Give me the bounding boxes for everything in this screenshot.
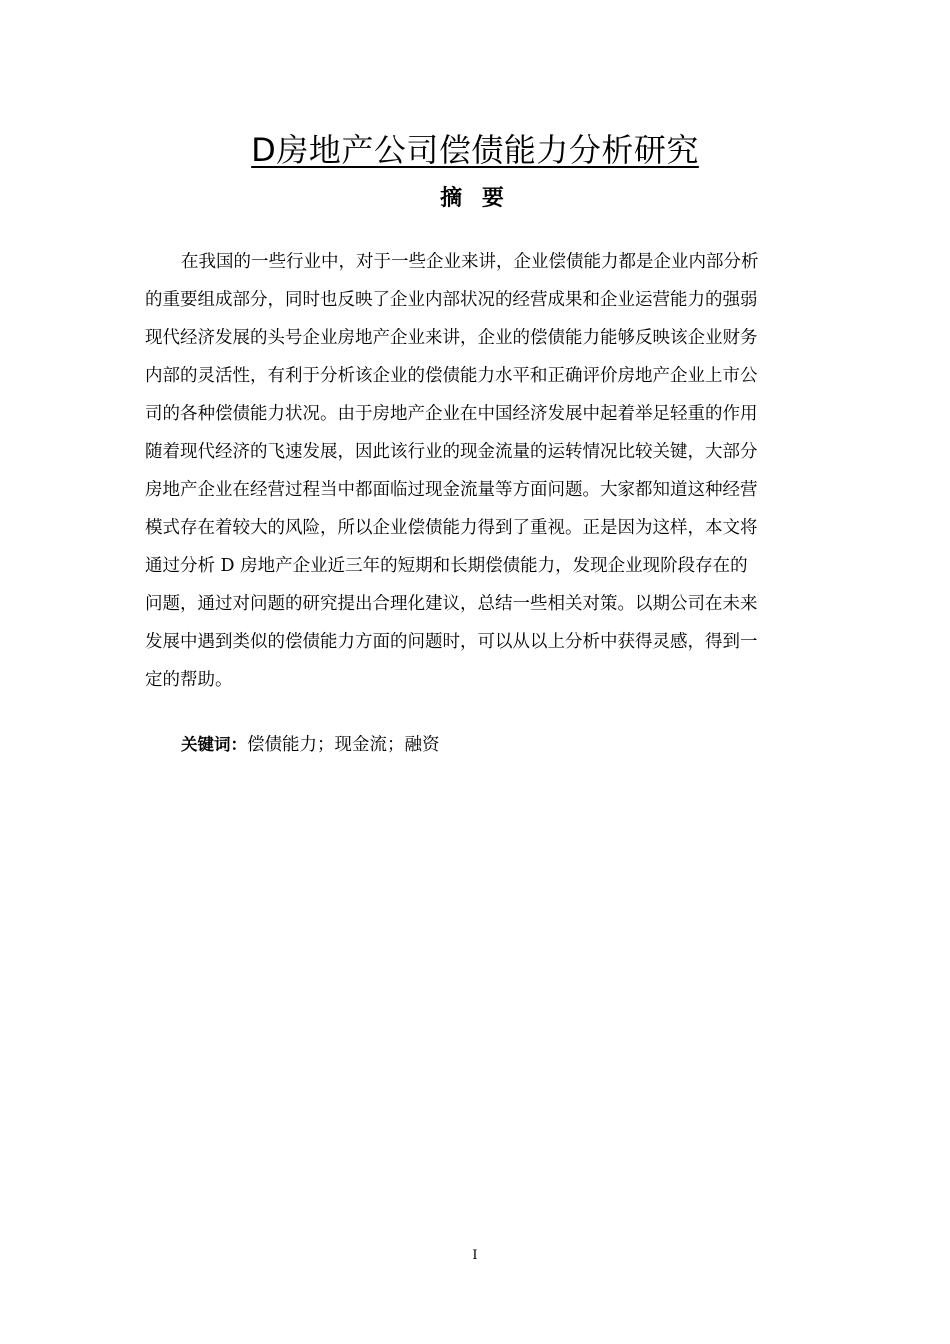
abstract-line: 房地产企业在经营过程当中都面临过现金流量等方面问题。大家都知道这种经营: [145, 480, 758, 500]
abstract-line: 随着现代经济的飞速发展，因此该行业的现金流量的运转情况比较关键，大部分: [145, 442, 758, 462]
abstract-line: 发展中遇到类似的偿债能力方面的问题时，可以从以上分析中获得灵感，得到一: [145, 632, 758, 652]
abstract-line: 定的帮助。: [145, 670, 233, 690]
abstract-heading: 摘 要: [440, 186, 510, 211]
keywords-text: 偿债能力；现金流；融资: [247, 735, 440, 755]
document-title: D房地产公司偿债能力分析研究: [251, 131, 699, 169]
abstract-line: 司的各种偿债能力状况。由于房地产企业在中国经济发展中起着举足轻重的作用: [145, 404, 758, 424]
abstract-line: 的重要组成部分，同时也反映了企业内部状况的经营成果和企业运营能力的强弱: [145, 290, 758, 310]
abstract-line: 现代经济发展的头号企业房地产企业来讲，企业的偿债能力能够反映该企业财务: [145, 328, 758, 348]
abstract-line: 内部的灵活性，有利于分析该企业的偿债能力水平和正确评价房地产企业上市公: [145, 366, 758, 386]
keywords-line: [181, 729, 440, 761]
abstract-line: 在我国的一些行业中，对于一些企业来讲，企业偿债能力都是企业内部分析: [181, 252, 759, 272]
page-number: I: [472, 1248, 478, 1263]
abstract-line: 模式存在着较大的风险，所以企业偿债能力得到了重视。正是因为这样，本文将: [145, 518, 758, 538]
abstract-line: 问题，通过对问题的研究提出合理化建议，总结一些相关对策。以期公司在未来: [145, 594, 758, 614]
abstract-body: [145, 243, 807, 699]
keywords-label: 关键词：: [181, 735, 247, 754]
abstract-line: 通过分析 D 房地产企业近三年的短期和长期偿债能力，发现企业现阶段存在的: [145, 556, 748, 576]
